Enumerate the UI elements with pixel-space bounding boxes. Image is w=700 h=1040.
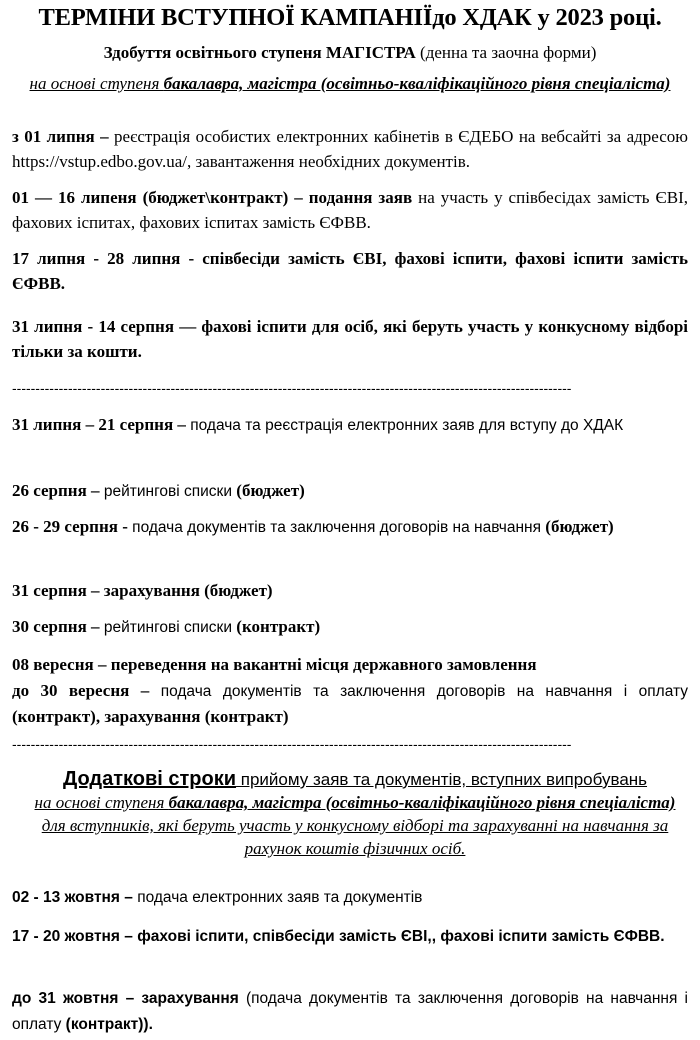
item-date: 26 - 29 серпня - xyxy=(12,517,128,536)
basis-prefix: на основі ступеня xyxy=(29,74,164,93)
item-text: подача та реєстрація електронних заяв для вступу до ХДАК xyxy=(185,417,624,434)
item-ranking-budget xyxy=(12,478,688,504)
item-text: (подача документів та заключення договорів на навчання і оплату xyxy=(12,990,689,1033)
page-title: ТЕРМІНИ ВСТУПНОЇ КАМПАНІЇдо ХДАК у 2023 році. xyxy=(38,4,662,31)
item-enrollment-budget xyxy=(12,578,688,603)
additional-heading xyxy=(32,768,678,860)
item-date: до 30 вересня – xyxy=(12,681,150,700)
item-registration xyxy=(12,124,688,174)
additional-item-applications xyxy=(12,884,688,910)
basis-line xyxy=(22,72,678,96)
item-date: 31 серпня – зарахування (бюджет) xyxy=(12,581,273,600)
additional-item-enrollment xyxy=(12,986,688,1038)
item-text: рейтингові списки xyxy=(99,483,237,500)
item-tail: (контракт)). xyxy=(65,1016,153,1033)
item-tail: (бюджет) xyxy=(545,517,614,536)
additional-item-exams xyxy=(12,924,688,950)
item-date: 31 липня - 14 серпня — фахові іспити для осіб, які беруть участь у конкусному відборі тільки за кошти. xyxy=(12,317,688,361)
item-date: 02 - 13 жовтня – xyxy=(12,889,133,906)
item-text: подача електронних заяв та документів xyxy=(132,889,423,906)
item-date: 31 липня – 21 серпня – xyxy=(12,415,186,434)
separator-2: ------------------------------------------------------------------------------------------------------------------------ xyxy=(12,736,572,752)
item-date: 08 вересня – переведення на вакантні місця державного замовлення xyxy=(12,655,537,674)
additional-basis-rest: для вступників, які беруть участь у конкусному відборі та зарахуванні на навчання за рахунок коштів фізичних осіб. xyxy=(41,816,669,858)
item-text: подача документів та заключення договорів на навчання xyxy=(127,519,546,536)
item-e-applications xyxy=(12,412,688,438)
basis-bold: бакалавра, магістра (освітньо-кваліфікаційного рівня спеціаліста) xyxy=(163,74,671,93)
additional-title-rest: прийому заяв та документів, вступних випробувань xyxy=(236,770,648,789)
item-date: до 31 жовтня – зарахування xyxy=(12,990,239,1007)
item-interviews xyxy=(12,246,688,296)
item-tail: (контракт), зарахування (контракт) xyxy=(12,707,289,726)
item-vacant-places xyxy=(12,652,688,677)
subtitle-rest: (денна та заочна форми) xyxy=(415,43,597,62)
item-date: 17 - 20 жовтня – фахові іспити, співбесіди замість ЄВІ,, фахові іспити замість ЄФВВ. xyxy=(12,928,665,945)
item-contracts-budget xyxy=(12,514,688,540)
item-tail: (бюджет) xyxy=(236,481,305,500)
subtitle-bold: Здобуття освітнього ступеня МАГІСТРА xyxy=(103,43,416,62)
item-exams-paid xyxy=(12,314,688,364)
item-text: подача документів та заключення договорів на навчання і оплату xyxy=(149,683,689,700)
separator-1: ------------------------------------------------------------------------------------------------------------------------ xyxy=(12,380,572,396)
item-contracts-contract xyxy=(12,678,688,729)
degree-subtitle xyxy=(12,42,688,64)
additional-basis-prefix: на основі ступеня xyxy=(34,793,169,812)
item-text: на участь у співбесідах замість ЄВІ, фахових іспитах, фахових іспитах замість ЄФВВ. xyxy=(12,188,688,232)
item-date: 30 серпня – xyxy=(12,617,100,636)
item-tail: (контракт) xyxy=(236,617,321,636)
item-ranking-contract xyxy=(12,614,688,640)
item-applications xyxy=(12,185,688,235)
additional-basis-bold: бакалавра, магістра (освітньо-кваліфікаційного рівня спеціаліста) xyxy=(168,793,676,812)
item-text: рейтингові списки xyxy=(99,619,237,636)
additional-title: Додаткові строки xyxy=(62,768,237,790)
item-date: 26 серпня – xyxy=(12,481,100,500)
item-text: реєстрація особистих електронних кабінетів в ЄДЕБО на вебсайті за адресою https://vstup.edbo.gov.ua/, завантаження необхідних документів. xyxy=(12,127,688,171)
item-date: 01 — 16 липеня (бюджет\контракт) – подання заяв xyxy=(12,188,413,207)
item-date: 17 липня - 28 липня - співбесіди замість ЄВІ, фахові іспити, фахові іспити замість ЄФВВ. xyxy=(12,249,688,293)
item-date: з 01 липня – xyxy=(12,127,109,146)
